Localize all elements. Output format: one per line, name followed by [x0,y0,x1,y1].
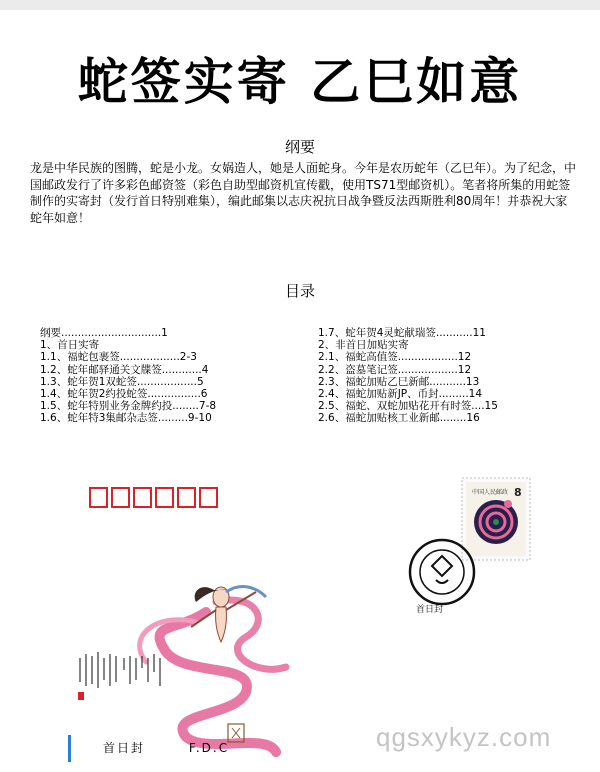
cover-envelope [56,462,580,762]
toc-left-column [40,327,216,425]
toc-item: 2.6、福蛇加贴核工业新邮........16 [318,412,480,425]
page-title: 蛇签实寄 乙巳如意 [77,53,523,111]
red-seal [78,692,84,700]
toc-item: 1、首日实寄 [40,339,100,352]
edge-mark [68,735,71,762]
postmark-text: 首日封 [416,605,444,615]
calligraphy-inscription [80,652,160,688]
toc-item: 1.2、蛇年邮驿通关文牒签............4 [40,363,209,376]
postcode-boxes [90,488,217,507]
toc-item: 1.4、蛇年贺2约投蛇签................6 [40,388,208,401]
summary-body: 龙是中华民族的图腾，蛇是小龙。女娲造人，她是人面蛇身。今年是农历蛇年（乙巳年）。为了纪念，中国邮政发行了许多彩色邮资签（彩色自助型邮资机宣传戳，使用TS71型邮资机）。笔者将所集的用蛇签制作的实寄封（发行首日特别难集），编此邮集以志庆祝抗日战争暨反法西斯胜利80周年！并恭祝大家蛇年如意！ [30,161,577,225]
toc-item: 1.6、蛇年特3集邮杂志签.........9-10 [40,412,212,425]
toc-right-column [318,327,498,425]
watermark: qgsxykyz.com [376,722,552,752]
toc-item: 1.3、蛇年贺1双蛇签..................5 [40,375,204,388]
toc-item: 2.5、福蛇、双蛇加贴花开有时签....15 [318,400,498,413]
toc-item: 1.1、福蛇包裹签..................2-3 [40,351,197,364]
fdc-english: F.D.C [188,741,230,755]
toc-item: 2.1、福蛇高值签..................12 [318,351,472,364]
top-bar [0,0,600,10]
toc-heading: 目录 [284,282,315,300]
dancer-illustration [140,587,286,752]
toc-item: 纲要..............................1 [40,327,168,339]
toc-item: 2.2、盗墓笔记签..................12 [318,363,472,376]
stamp [462,478,530,560]
stamp-value: 8 [514,486,522,499]
fdc-label [103,739,267,756]
toc-item: 1.5、蛇年特别业务金牌约投........7-8 [40,400,217,413]
stamp-country: 中国人民邮政 [472,489,509,496]
summary-heading: 纲要 [284,138,315,156]
toc-item: 2.4、福蛇加贴新JP、币封.........14 [318,388,483,401]
toc-item: 2、非首日加贴实寄 [318,339,409,352]
toc-item: 2.3、福蛇加贴乙巳新邮...........13 [318,375,480,388]
fdc-chinese: 首日封 [103,741,146,755]
toc-item: 1.7、蛇年贺4灵蛇献瑞签...........11 [318,327,486,339]
snake-coil-icon [474,500,518,544]
